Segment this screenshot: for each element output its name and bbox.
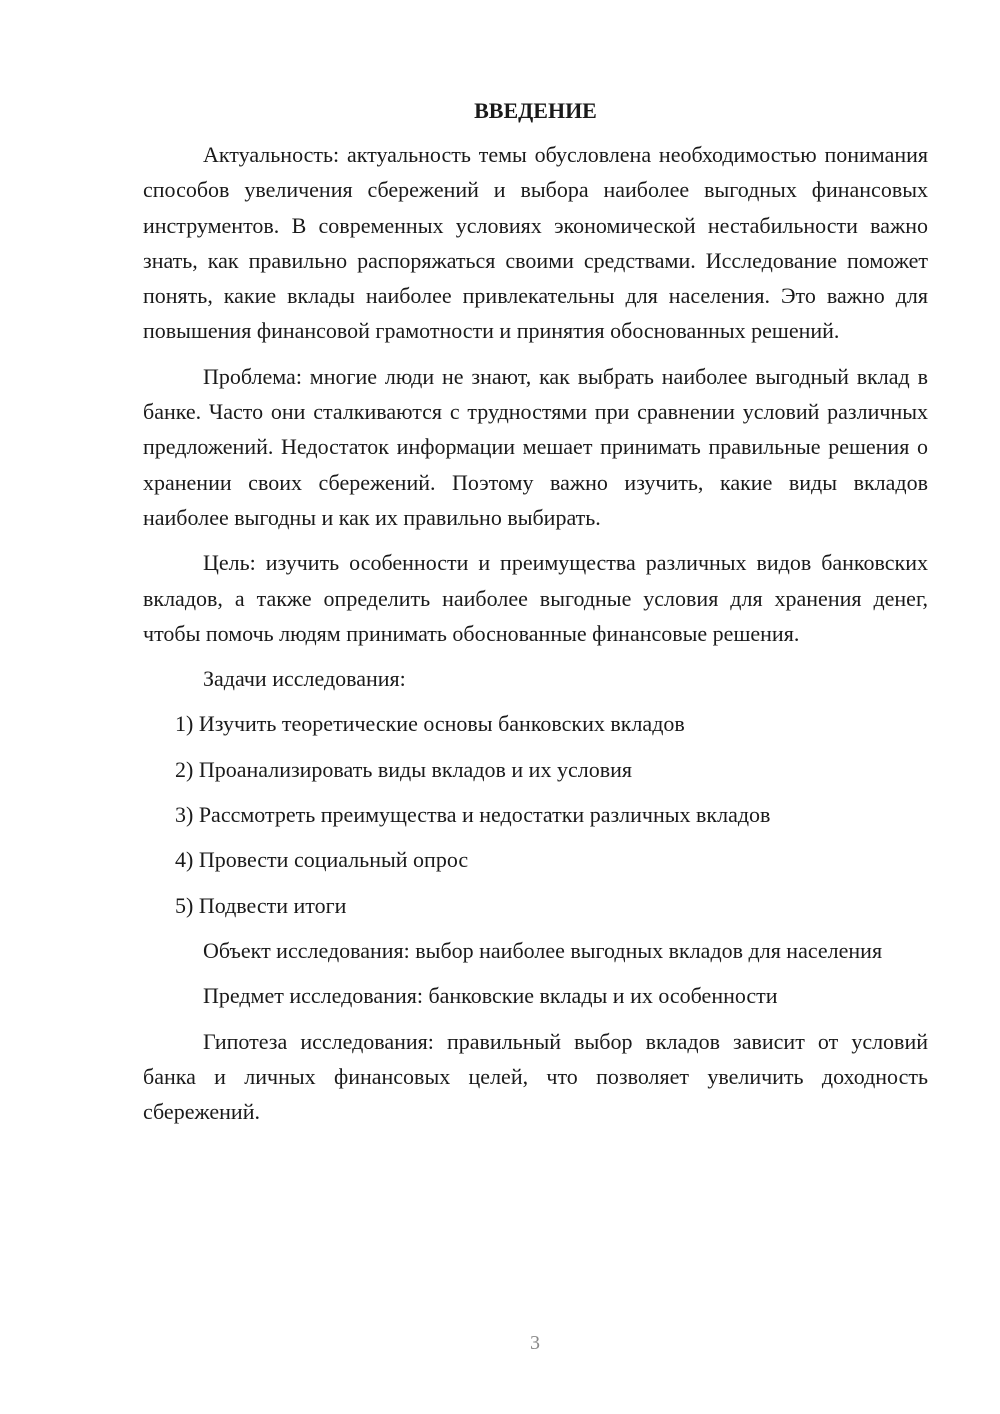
object-paragraph: Объект исследования: выбор наиболее выгодных вкладов для населения <box>203 937 883 963</box>
page-title: ВВЕДЕНИЕ <box>474 98 597 123</box>
page-number: 3 <box>530 1332 540 1354</box>
task-item: 5) Подвести итоги <box>175 892 347 918</box>
problem-paragraph: Проблема: многие люди не знают, как выбрать наиболее выгодный вклад в банке. Часто они сталкиваются с трудностями при сравнении условий различных предложений. Недостаток информации мешает принимать правильные решения о хранении своих сбережений. Поэтому важно изучить, какие виды вкладов наиболее выгодны и как их правильно выбирать. <box>143 363 928 530</box>
hypothesis-paragraph: Гипотеза исследования: правильный выбор вкладов зависит от условий банка и личных финансовых целей, что позволяет увеличить доходность сбережений. <box>143 1028 928 1125</box>
document-page <box>143 95 928 1139</box>
task-item: 1) Изучить теоретические основы банковских вкладов <box>175 711 685 737</box>
tasks-list <box>143 706 928 922</box>
task-item: 3) Рассмотреть преимущества и недостатки различных вкладов <box>175 802 771 828</box>
task-item: 4) Провести социальный опрос <box>175 847 469 873</box>
task-item: 2) Проанализировать виды вкладов и их условия <box>175 756 632 782</box>
goal-paragraph: Цель: изучить особенности и преимущества различных видов банковских вкладов, а также определить наиболее выгодные условия для хранения денег, чтобы помочь людям принимать обоснованные финансовые решения. <box>143 550 928 646</box>
tasks-heading: Задачи исследования: <box>203 666 406 692</box>
subject-paragraph: Предмет исследования: банковские вклады и их особенности <box>203 983 778 1009</box>
relevance-paragraph: Актуальность: актуальность темы обусловлена необходимостью понимания способов увеличения сбережений и выбора наиболее выгодных финансовых инструментов. В современных условиях экономической нестабильности важно знать, как правильно распоряжаться своими средствами. Исследование поможет понять, какие вклады наиболее привлекательны для населения. Это важно для повышения финансовой грамотности и принятия обоснованных решений. <box>143 142 928 344</box>
